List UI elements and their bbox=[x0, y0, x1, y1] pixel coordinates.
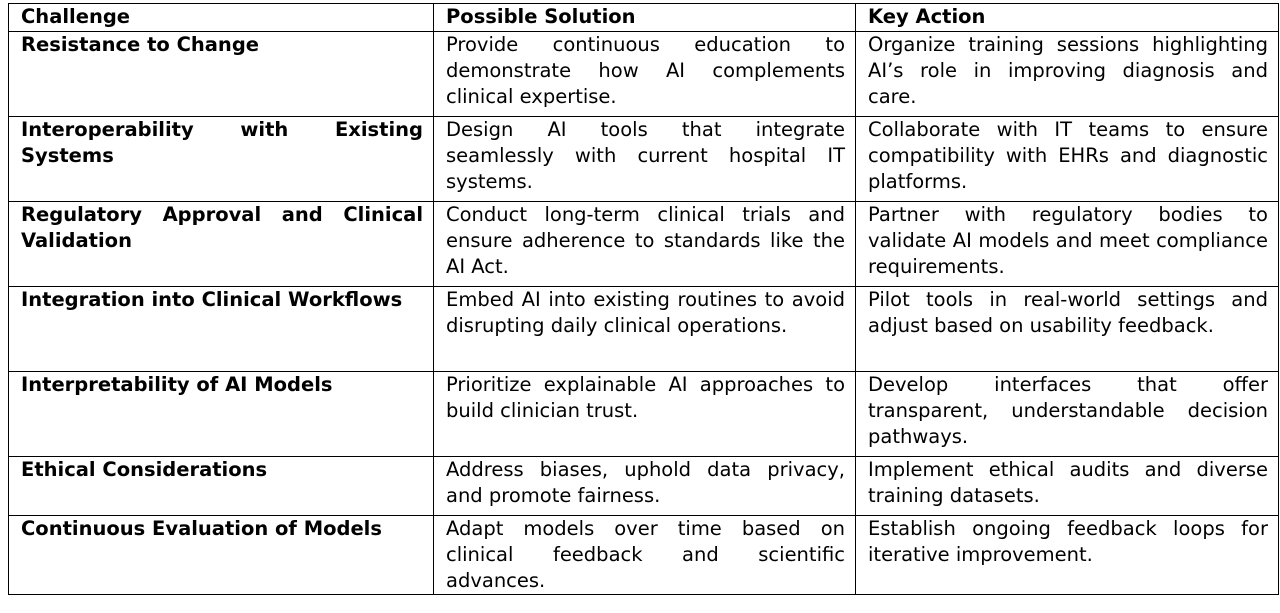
challenge-cell: Continuous Evaluation of Models bbox=[9, 516, 434, 595]
table-row bbox=[9, 202, 1279, 287]
challenge-cell: Regulatory Approval and Clinical Validation bbox=[9, 202, 434, 287]
action-cell: Collaborate with IT teams to ensure compatibility with EHRs and diagnostic platforms. bbox=[856, 117, 1279, 202]
challenge-cell: Ethical Considerations bbox=[9, 457, 434, 516]
header-possible-solution: Possible Solution bbox=[434, 4, 856, 32]
header-challenge: Challenge bbox=[9, 4, 434, 32]
challenges-table bbox=[8, 3, 1279, 595]
action-cell: Partner with regulatory bodies to validate AI models and meet compliance requirements. bbox=[856, 202, 1279, 287]
solution-cell: Address biases, uphold data privacy, and promote fairness. bbox=[434, 457, 856, 516]
solution-cell: Conduct long-term clinical trials and ensure adherence to standards like the AI Act. bbox=[434, 202, 856, 287]
table-row bbox=[9, 457, 1279, 516]
action-cell: Establish ongoing feedback loops for iterative improvement. bbox=[856, 516, 1279, 595]
action-cell: Pilot tools in real-world settings and adjust based on usability feedback. bbox=[856, 287, 1279, 372]
table-row bbox=[9, 287, 1279, 372]
challenge-cell: Integration into Clinical Workflows bbox=[9, 287, 434, 372]
solution-cell: Provide continuous education to demonstrate how AI complements clinical expertise. bbox=[434, 32, 856, 117]
solution-cell: Embed AI into existing routines to avoid disrupting daily clinical operations. bbox=[434, 287, 856, 372]
table-row bbox=[9, 372, 1279, 457]
table-row bbox=[9, 117, 1279, 202]
table-row bbox=[9, 516, 1279, 595]
challenge-cell: Resistance to Change bbox=[9, 32, 434, 117]
header-key-action: Key Action bbox=[856, 4, 1279, 32]
challenge-cell: Interpretability of AI Models bbox=[9, 372, 434, 457]
solution-cell: Adapt models over time based on clinical feedback and scientific advances. bbox=[434, 516, 856, 595]
action-cell: Implement ethical audits and diverse training datasets. bbox=[856, 457, 1279, 516]
table-row bbox=[9, 32, 1279, 117]
solution-cell: Prioritize explainable AI approaches to build clinician trust. bbox=[434, 372, 856, 457]
solution-cell: Design AI tools that integrate seamlessly with current hospital IT systems. bbox=[434, 117, 856, 202]
header-row bbox=[9, 4, 1279, 32]
action-cell: Organize training sessions highlighting AI’s role in improving diagnosis and care. bbox=[856, 32, 1279, 117]
challenge-cell: Interoperability with Existing Systems bbox=[9, 117, 434, 202]
action-cell: Develop interfaces that offer transparent, understandable decision pathways. bbox=[856, 372, 1279, 457]
